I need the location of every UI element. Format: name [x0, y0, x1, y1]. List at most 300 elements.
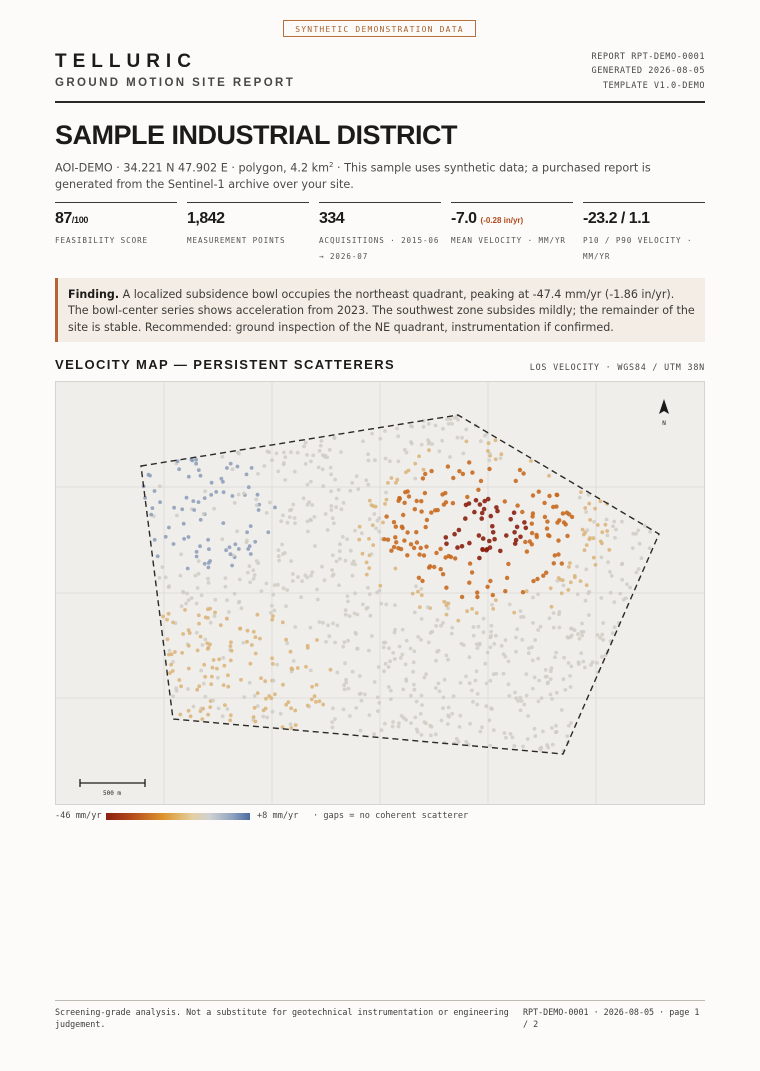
- scatterer-point: [479, 479, 483, 483]
- scatterer-point: [580, 634, 584, 638]
- scatterer-point: [302, 445, 306, 449]
- scatterer-point: [519, 708, 523, 712]
- scatterer-point: [338, 557, 342, 561]
- scatterer-point: [426, 605, 430, 609]
- scatterer-point: [262, 709, 266, 713]
- scatterer-point: [413, 507, 417, 511]
- scatterer-point: [289, 450, 293, 454]
- scatterer-point: [545, 675, 549, 679]
- scatterer-point: [348, 489, 352, 493]
- scatterer-points: [142, 414, 652, 752]
- scatterer-point: [317, 466, 321, 470]
- scatterer-point: [537, 700, 541, 704]
- scatterer-point: [290, 667, 294, 671]
- scatterer-point: [472, 634, 476, 638]
- scatterer-point: [529, 459, 533, 463]
- scatterer-point: [550, 726, 554, 730]
- scatterer-point: [267, 450, 271, 454]
- scatterer-point: [551, 743, 555, 747]
- stat-value: -7.0: [451, 210, 477, 227]
- scatterer-point: [441, 572, 445, 576]
- scatterer-point: [273, 609, 277, 613]
- scatterer-point: [547, 534, 551, 538]
- scatterer-point: [536, 628, 540, 632]
- scatterer-point: [376, 519, 380, 523]
- scatterer-point: [640, 556, 644, 560]
- scatterer-point: [201, 643, 205, 647]
- scatterer-point: [284, 604, 288, 608]
- scatterer-point: [601, 621, 605, 625]
- scatterer-point: [373, 680, 377, 684]
- scatterer-point: [444, 500, 448, 504]
- scatterer-point: [236, 465, 240, 469]
- scatterer-point: [200, 717, 204, 721]
- scatterer-point: [231, 494, 235, 498]
- scatterer-point: [348, 714, 352, 718]
- scatterer-point: [382, 669, 386, 673]
- scatterer-point: [353, 591, 357, 595]
- scatterer-point: [309, 574, 313, 578]
- scatterer-point: [489, 679, 493, 683]
- scatterer-point: [253, 573, 257, 577]
- scatterer-point: [206, 713, 210, 717]
- scatterer-point: [576, 632, 580, 636]
- scatterer-point: [445, 654, 449, 658]
- scatterer-point: [309, 669, 313, 673]
- scatterer-point: [302, 496, 306, 500]
- scatterer-point: [202, 663, 206, 667]
- scatterer-point: [413, 688, 417, 692]
- scatterer-point: [648, 546, 652, 550]
- scatterer-point: [373, 458, 377, 462]
- scatterer-point: [233, 592, 237, 596]
- scatterer-point: [206, 616, 210, 620]
- scatterer-point: [318, 449, 322, 453]
- scatterer-point: [248, 681, 252, 685]
- scatterer-point: [475, 611, 479, 615]
- scatterer-point: [464, 428, 468, 432]
- scatterer-point: [416, 635, 420, 639]
- scatterer-point: [613, 625, 617, 629]
- scatterer-point: [384, 491, 388, 495]
- scatterer-point: [186, 687, 190, 691]
- scatterer-point: [412, 660, 416, 664]
- scatterer-point: [472, 510, 477, 515]
- scatterer-point: [399, 656, 403, 660]
- scatterer-point: [518, 535, 523, 540]
- scatterer-point: [417, 552, 421, 556]
- scatterer-point: [483, 662, 487, 666]
- finding-lead: Finding.: [68, 288, 120, 301]
- scatterer-point: [471, 700, 475, 704]
- scatterer-point: [406, 489, 410, 493]
- scatterer-point: [541, 730, 545, 734]
- scatterer-point: [478, 643, 482, 647]
- scatterer-point: [438, 547, 442, 551]
- scatterer-point: [490, 603, 494, 607]
- stat-label: FEASIBILITY SCORE: [55, 236, 149, 245]
- scatterer-point: [346, 639, 350, 643]
- scatterer-point: [242, 491, 246, 495]
- scatterer-point: [246, 629, 250, 633]
- scatterer-point: [499, 452, 503, 456]
- scatterer-point: [267, 694, 271, 698]
- scatterer-point: [283, 478, 287, 482]
- scatterer-point: [229, 659, 233, 663]
- scatterer-point: [271, 662, 275, 666]
- scatterer-point: [276, 583, 280, 587]
- scatterer-point: [611, 631, 615, 635]
- scatterer-point: [237, 452, 241, 456]
- scatterer-point: [605, 529, 609, 533]
- scatterer-point: [458, 725, 462, 729]
- scatterer-point: [537, 679, 541, 683]
- scatterer-point: [256, 613, 260, 617]
- scatterer-point: [477, 533, 482, 538]
- stat-accent: (-0.28 in/yr): [480, 216, 524, 225]
- scatterer-point: [353, 563, 357, 567]
- scatterer-point: [530, 645, 534, 649]
- scatterer-point: [397, 721, 401, 725]
- scatterer-point: [311, 454, 315, 458]
- scatterer-point: [288, 515, 292, 519]
- scatterer-point: [300, 579, 304, 583]
- scatterer-point: [187, 644, 191, 648]
- scatterer-point: [552, 561, 556, 565]
- scatterer-point: [355, 474, 359, 478]
- scatterer-point: [318, 620, 322, 624]
- scatterer-point: [457, 469, 461, 473]
- scatterer-point: [387, 685, 391, 689]
- scatterer-point: [333, 717, 337, 721]
- scatterer-point: [610, 574, 614, 578]
- scatterer-point: [447, 422, 451, 426]
- scatterer-point: [315, 683, 319, 687]
- scatterer-point: [422, 425, 426, 429]
- scatterer-point: [405, 553, 409, 557]
- scatterer-point: [304, 462, 308, 466]
- scatterer-point: [149, 513, 153, 517]
- scatterer-point: [533, 727, 537, 731]
- scatterer-point: [391, 720, 395, 724]
- scatterer-point: [360, 531, 364, 535]
- scatterer-point: [310, 685, 314, 689]
- scatterer-point: [164, 576, 168, 580]
- scatterer-point: [550, 605, 554, 609]
- scatterer-point: [523, 540, 527, 544]
- scatterer-point: [547, 474, 551, 478]
- scatterer-point: [579, 579, 583, 583]
- scatterer-point: [587, 502, 591, 506]
- scatterer-point: [489, 630, 493, 634]
- scatterer-point: [539, 625, 543, 629]
- scatterer-point: [605, 518, 609, 522]
- scatterer-point: [573, 575, 577, 579]
- scatterer-point: [344, 608, 348, 612]
- scatterer-point: [600, 555, 604, 559]
- scatterer-point: [599, 596, 603, 600]
- scatterer-point: [389, 697, 393, 701]
- scatterer-point: [280, 543, 284, 547]
- scatterer-point: [310, 698, 314, 702]
- scatterer-point: [183, 608, 187, 612]
- scatterer-point: [331, 516, 335, 520]
- scatterer-point: [549, 677, 553, 681]
- scatterer-point: [520, 510, 524, 514]
- scatterer-point: [503, 499, 507, 503]
- scatterer-point: [181, 590, 185, 594]
- scatterer-point: [540, 696, 544, 700]
- scatterer-point: [460, 436, 464, 440]
- scatterer-point: [588, 536, 592, 540]
- scatterer-point: [203, 562, 207, 566]
- scatterer-point: [313, 694, 317, 698]
- scatterer-point: [376, 709, 380, 713]
- scatterer-point: [187, 667, 191, 671]
- scatterer-point: [368, 713, 372, 717]
- scatterer-point: [196, 649, 200, 653]
- scatterer-point: [450, 422, 454, 426]
- scatterer-point: [569, 685, 573, 689]
- scatterer-point: [389, 689, 393, 693]
- scatterer-point: [553, 655, 557, 659]
- scatterer-point: [333, 436, 337, 440]
- scatterer-point: [349, 549, 353, 553]
- scatterer-point: [464, 740, 468, 744]
- scatterer-point: [252, 630, 256, 634]
- scatterer-point: [447, 715, 451, 719]
- scatterer-point: [326, 528, 330, 532]
- scatterer-point: [457, 528, 462, 533]
- scatterer-point: [224, 585, 228, 589]
- scatterer-point: [304, 665, 308, 669]
- scatterer-point: [199, 518, 203, 522]
- scatterer-point: [180, 651, 184, 655]
- scatterer-point: [625, 582, 629, 586]
- scatterer-point: [561, 511, 565, 515]
- scatterer-point: [239, 678, 243, 682]
- scatterer-point: [222, 490, 226, 494]
- scatterer-point: [231, 467, 235, 471]
- scatterer-point: [207, 547, 211, 551]
- map-crs: LOS VELOCITY · WGS84 / UTM 38N: [529, 362, 705, 372]
- scatterer-point: [331, 706, 335, 710]
- scatterer-point: [484, 704, 488, 708]
- scatterer-point: [502, 672, 506, 676]
- scatterer-point: [201, 707, 205, 711]
- scatterer-point: [456, 740, 460, 744]
- scatterer-point: [220, 537, 224, 541]
- scatterer-point: [383, 641, 387, 645]
- scatterer-point: [226, 707, 230, 711]
- scatterer-point: [211, 699, 215, 703]
- scatterer-point: [601, 638, 605, 642]
- scatterer-point: [396, 499, 400, 503]
- scatterer-point: [224, 576, 228, 580]
- scatterer-point: [248, 580, 252, 584]
- scatterer-point: [512, 611, 516, 615]
- velocity-map[interactable]: [55, 381, 705, 805]
- scatterer-point: [420, 579, 424, 583]
- scatterer-point: [402, 501, 406, 505]
- scatterer-point: [221, 521, 225, 525]
- scatterer-point: [226, 673, 230, 677]
- scatterer-point: [592, 536, 596, 540]
- scatterer-point: [344, 559, 348, 563]
- scatterer-point: [284, 638, 288, 642]
- finding-text: A localized subsidence bowl occupies the northeast quadrant, peaking at -47.4 mm/yr (-1.86 in/yr). The bowl-center series shows acceleration from 2023. The southwest zone subsides mildly; the remainder of the site is stable. Recommended: ground inspection of the NE quadrant, instrumentation if confirmed.: [68, 288, 695, 334]
- scatterer-point: [206, 577, 210, 581]
- scatterer-point: [335, 671, 339, 675]
- scatterer-point: [442, 600, 446, 604]
- scatterer-point: [367, 649, 371, 653]
- scatterer-point: [443, 555, 447, 559]
- scatterer-point: [441, 706, 445, 710]
- scatterer-point: [292, 659, 296, 663]
- scatterer-point: [404, 677, 408, 681]
- scatterer-point: [303, 573, 307, 577]
- site-description: [55, 157, 695, 194]
- scatterer-point: [296, 451, 300, 455]
- scatterer-point: [315, 588, 319, 592]
- scatterer-point: [304, 441, 308, 445]
- scatterer-point: [330, 720, 334, 724]
- scatterer-point: [594, 563, 598, 567]
- scatterer-point: [527, 651, 531, 655]
- scatterer-point: [329, 466, 333, 470]
- scatterer-point: [468, 561, 472, 565]
- scatterer-point: [328, 448, 332, 452]
- scatterer-point: [581, 660, 585, 664]
- scatterer-point: [367, 566, 371, 570]
- scatterer-point: [389, 549, 393, 553]
- scatterer-point: [306, 704, 310, 708]
- scatterer-point: [453, 556, 457, 560]
- scatterer-point: [411, 670, 415, 674]
- scatterer-point: [400, 653, 404, 657]
- scatterer-point: [500, 644, 504, 648]
- scatterer-point: [351, 670, 355, 674]
- scatterer-point: [440, 719, 444, 723]
- finding-callout: [55, 278, 705, 342]
- scatterer-point: [596, 633, 600, 637]
- scatterer-point: [237, 547, 241, 551]
- scatterer-point: [235, 529, 239, 533]
- scatterer-point: [461, 452, 465, 456]
- scatterer-point: [249, 552, 253, 556]
- scatterer-point: [255, 503, 259, 507]
- scatterer-point: [423, 676, 427, 680]
- scatterer-point: [318, 699, 322, 703]
- scatterer-point: [480, 547, 485, 552]
- scatterer-point: [165, 618, 169, 622]
- scatterer-point: [343, 661, 347, 665]
- scatterer-point: [537, 490, 541, 494]
- scatterer-point: [281, 683, 285, 687]
- scatterer-point: [434, 551, 438, 555]
- scatterer-point: [490, 524, 495, 529]
- scatterer-point: [279, 519, 283, 523]
- map-grid: [56, 382, 704, 804]
- scatterer-point: [383, 429, 387, 433]
- scatterer-point: [488, 744, 492, 748]
- scatterer-point: [170, 652, 174, 656]
- scatterer-point: [366, 606, 370, 610]
- scatterer-point: [524, 526, 529, 531]
- scatterer-point: [465, 609, 469, 613]
- scatterer-point: [397, 459, 401, 463]
- scatterer-point: [402, 716, 406, 720]
- scatterer-point: [207, 646, 211, 650]
- scatterer-point: [560, 591, 564, 595]
- scatterer-point: [192, 508, 196, 512]
- scatterer-point: [552, 611, 556, 615]
- scatterer-point: [203, 489, 207, 493]
- generated-date: GENERATED 2026-08-05: [591, 66, 705, 77]
- scatterer-point: [551, 505, 555, 509]
- scatterer-point: [530, 531, 534, 535]
- scatterer-point: [578, 637, 582, 641]
- scatterer-point: [378, 437, 382, 441]
- scatterer-point: [488, 579, 492, 583]
- scatterer-point: [198, 544, 202, 548]
- scatterer-point: [477, 625, 481, 629]
- scatterer-point: [460, 642, 464, 646]
- scatterer-point: [257, 508, 261, 512]
- scatterer-point: [197, 500, 201, 504]
- scatterer-point: [470, 470, 474, 474]
- scatterer-point: [438, 689, 442, 693]
- scatterer-point: [372, 732, 376, 736]
- scatterer-point: [567, 565, 571, 569]
- scatterer-point: [356, 487, 360, 491]
- scatterer-point: [530, 522, 534, 526]
- scatterer-point: [507, 682, 511, 686]
- scatterer-point: [180, 507, 184, 511]
- scatterer-point: [530, 542, 534, 546]
- scatterer-point: [583, 548, 587, 552]
- scatterer-point: [485, 682, 489, 686]
- scatterer-point: [197, 468, 201, 472]
- scatterer-point: [199, 669, 203, 673]
- scatterer-point: [550, 697, 554, 701]
- scatterer-point: [228, 545, 232, 549]
- scatterer-point: [513, 691, 517, 695]
- scatterer-point: [447, 706, 451, 710]
- scatterer-point: [181, 632, 185, 636]
- scatterer-point: [321, 484, 325, 488]
- scatterer-point: [324, 512, 328, 516]
- scatterer-point: [470, 570, 474, 574]
- scatterer-point: [335, 560, 339, 564]
- scatterer-point: [401, 628, 405, 632]
- scatterer-point: [291, 572, 295, 576]
- scatterer-point: [434, 686, 438, 690]
- scatterer-point: [385, 498, 389, 502]
- scatterer-point: [395, 427, 399, 431]
- scatterer-point: [489, 645, 493, 649]
- scatterer-point: [492, 537, 497, 542]
- scatterer-point: [553, 553, 557, 557]
- scatterer-point: [468, 655, 472, 659]
- scatterer-point: [467, 501, 472, 506]
- scatterer-point: [613, 536, 617, 540]
- scatterer-point: [400, 525, 404, 529]
- scatterer-point: [586, 591, 590, 595]
- scatterer-point: [434, 733, 438, 737]
- scatterer-point: [505, 576, 509, 580]
- scatterer-point: [600, 530, 604, 534]
